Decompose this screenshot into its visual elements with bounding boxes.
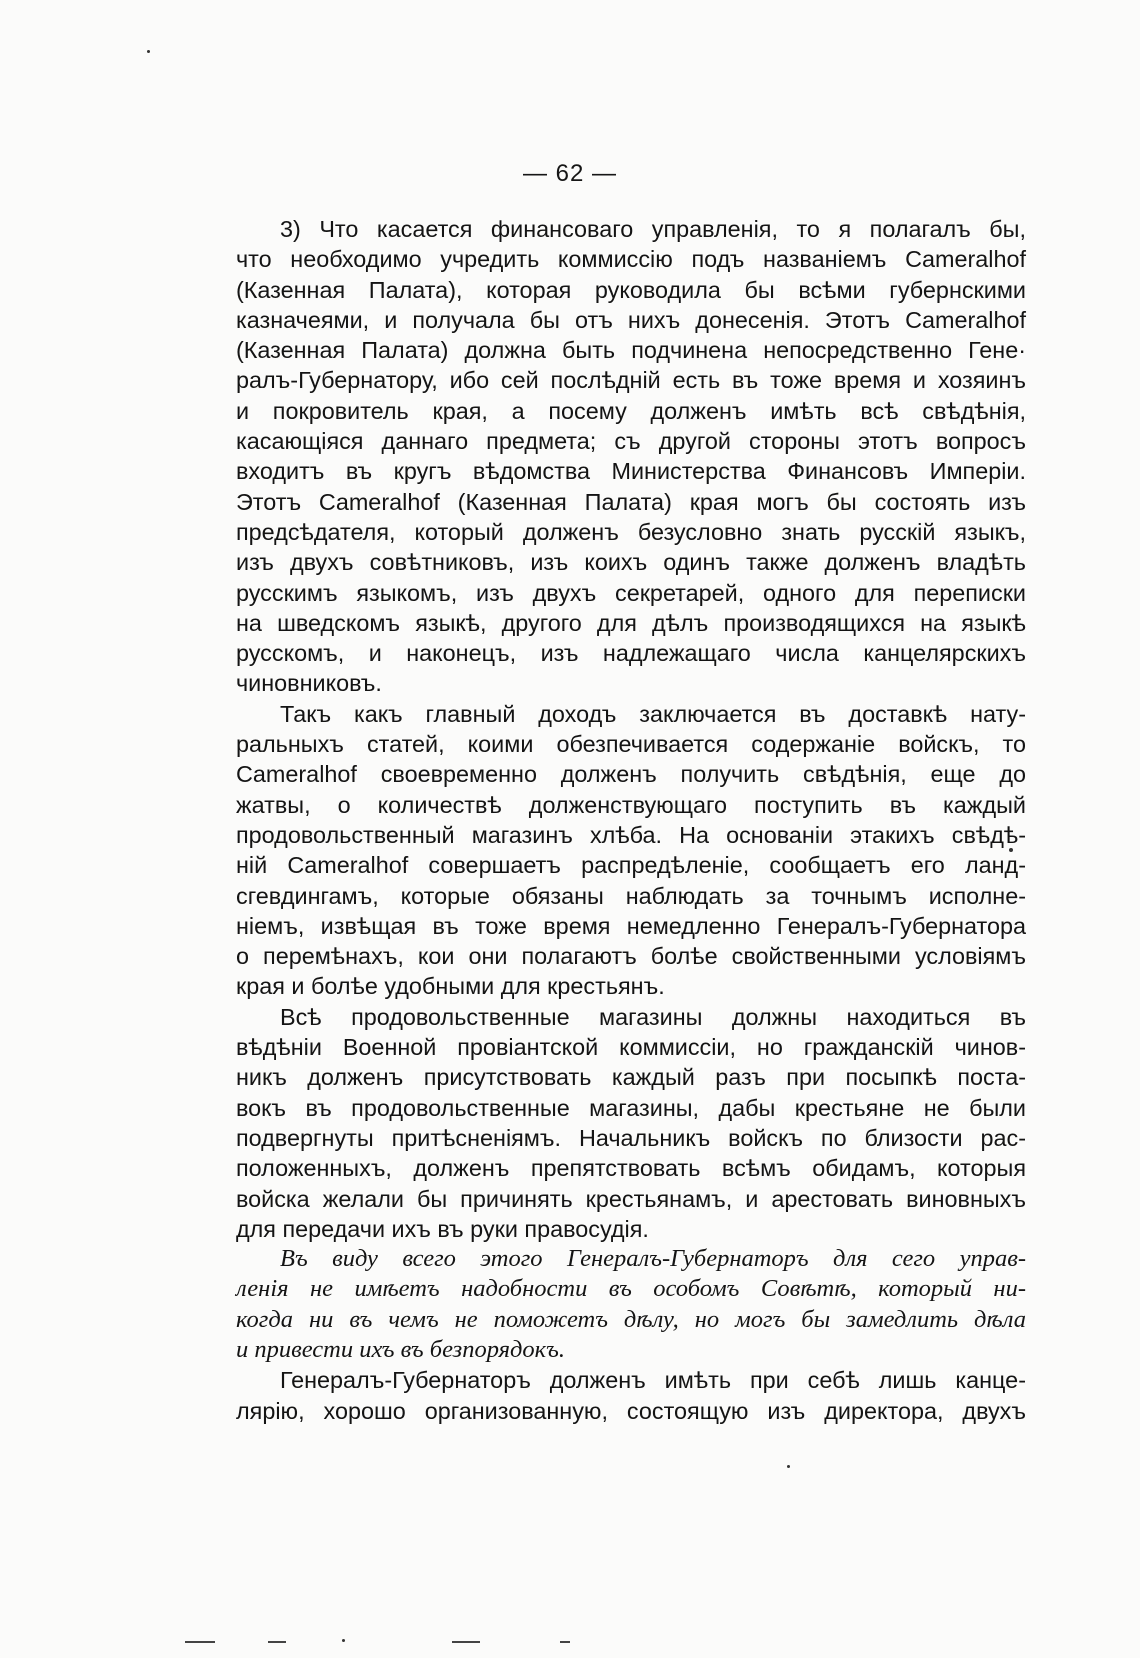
text-line: Всѣ продовольственные магазины должны находиться въ xyxy=(280,1003,1026,1030)
scan-artifact xyxy=(452,1641,480,1643)
text-line: Этотъ Cameralhof (Казенная Палата) края могъ бы состоять изъ xyxy=(236,488,1026,515)
text-line: изъ двухъ совѣтниковъ, изъ коихъ одинъ также долженъ владѣть xyxy=(236,549,1026,576)
text-line: ніемъ, извѣщая въ тоже время немедленно Генералъ-Губернатора xyxy=(236,912,1026,939)
paragraph xyxy=(236,1002,1026,1244)
text-line: ленія не имѣетъ надобности въ особомъ Совѣтѣ, который ни- xyxy=(236,1275,1026,1303)
text-line: о перемѣнахъ, кои они полагаютъ болѣе свойственными условіямъ xyxy=(236,943,1026,970)
text-line: сгевдингамъ, которые обязаны наблюдать за точнымъ исполне- xyxy=(236,882,1026,909)
text-line: предсѣдателя, который долженъ безусловно знать русскій языкъ, xyxy=(236,518,1026,545)
text-line: лярію, хорошо организованную, состоящую изъ директора, двухъ xyxy=(236,1397,1026,1424)
text-line: жатвы, о количествѣ долженствующаго поступить въ каждый xyxy=(236,791,1026,818)
italic-paragraph xyxy=(236,1244,1026,1365)
text-line: ній Cameralhof совершаетъ распредѣленіе, сообщаетъ его ланд- xyxy=(236,852,1026,879)
scan-speck xyxy=(787,1465,790,1468)
page-body-text xyxy=(236,214,1026,1426)
text-line: для передачи ихъ въ руки правосудія. xyxy=(236,1215,649,1242)
scan-speck xyxy=(1009,848,1013,852)
text-line: подвергнуты притѣсненіямъ. Начальникъ войскъ по близости рас- xyxy=(236,1124,1026,1151)
text-line: и привести ихъ въ безпорядокъ. xyxy=(236,1335,565,1363)
text-line: вѣдѣніи Военной провіантской коммиссіи, но гражданскій чинов- xyxy=(236,1034,1026,1061)
scan-artifact xyxy=(185,1641,215,1643)
page-number: — 62 — xyxy=(522,160,618,187)
text-line: (Казенная Палата) должна быть подчинена непосредственно Гене· xyxy=(236,337,1026,364)
text-line: русскимъ языкомъ, изъ двухъ секретарей, одного для переписки xyxy=(236,579,1026,606)
paragraph xyxy=(236,214,1026,699)
scan-speck xyxy=(147,50,150,53)
text-line: на шведскомъ языкѣ, другого для дѣлъ производящихся на языкѣ xyxy=(236,609,1026,636)
text-line: 3) Что касается финансоваго управленія, то я полагалъ бы, xyxy=(280,216,1026,242)
scan-artifact xyxy=(560,1641,570,1643)
text-line: входитъ въ кругъ вѣдомства Министерства Финансовъ Имперіи. xyxy=(236,458,1026,485)
text-line: Генералъ-Губернаторъ долженъ имѣть при себѣ лишь канце- xyxy=(280,1367,1026,1394)
text-line: продовольственный магазинъ хлѣба. На основаніи этакихъ свѣдѣ- xyxy=(236,821,1026,848)
text-line: Cameralhof своевременно долженъ получить свѣдѣнія, еще до xyxy=(236,761,1026,788)
text-line: ралъ-Губернатору, ибо сей послѣдній есть въ тоже время и хозяинъ xyxy=(236,367,1026,394)
paragraph xyxy=(236,1365,1026,1426)
text-line: когда ни въ чемъ не поможетъ дѣлу, но могъ бы замедлить дѣла xyxy=(236,1305,1026,1333)
text-line: никъ долженъ присутствовать каждый разъ при посыпкѣ поста- xyxy=(236,1064,1026,1091)
text-line: что необходимо учредить коммиссію подъ названіемъ Cameralhof xyxy=(236,246,1026,273)
paragraph xyxy=(236,699,1026,1002)
text-line: казначеями, и получала бы отъ нихъ донесенія. Этотъ Cameralhof xyxy=(236,306,1026,333)
text-line: русскомъ, и наконецъ, изъ надлежащаго числа канцелярскихъ xyxy=(236,640,1026,667)
text-line: Въ виду всего этого Генералъ-Губернаторъ для сего управ- xyxy=(280,1245,1026,1273)
text-line: войска желали бы причинять крестьянамъ, и арестовать виновныхъ xyxy=(236,1185,1026,1212)
text-line: края и болѣе удобными для крестьянъ. xyxy=(236,973,665,1000)
text-line: чиновниковъ. xyxy=(236,670,382,697)
text-line: и покровитель края, а посему долженъ имѣть всѣ свѣдѣнія, xyxy=(236,397,1026,424)
text-line: ральныхъ статей, коими обезпечивается содержаніе войскъ, то xyxy=(236,731,1026,758)
scan-artifact xyxy=(268,1641,286,1643)
text-line: Такъ какъ главный доходъ заключается въ доставкѣ нату- xyxy=(280,700,1026,727)
text-line: (Казенная Палата), которая руководила бы всѣми губернскими xyxy=(236,276,1026,303)
text-line: вокъ въ продовольственные магазины, дабы крестьяне не были xyxy=(236,1094,1026,1121)
scan-speck xyxy=(342,1639,345,1642)
text-line: положенныхъ, долженъ препятствовать всѣмъ обидамъ, которыя xyxy=(236,1155,1026,1182)
text-line: касающіяся даннаго предмета; съ другой стороны этотъ вопросъ xyxy=(236,428,1026,455)
